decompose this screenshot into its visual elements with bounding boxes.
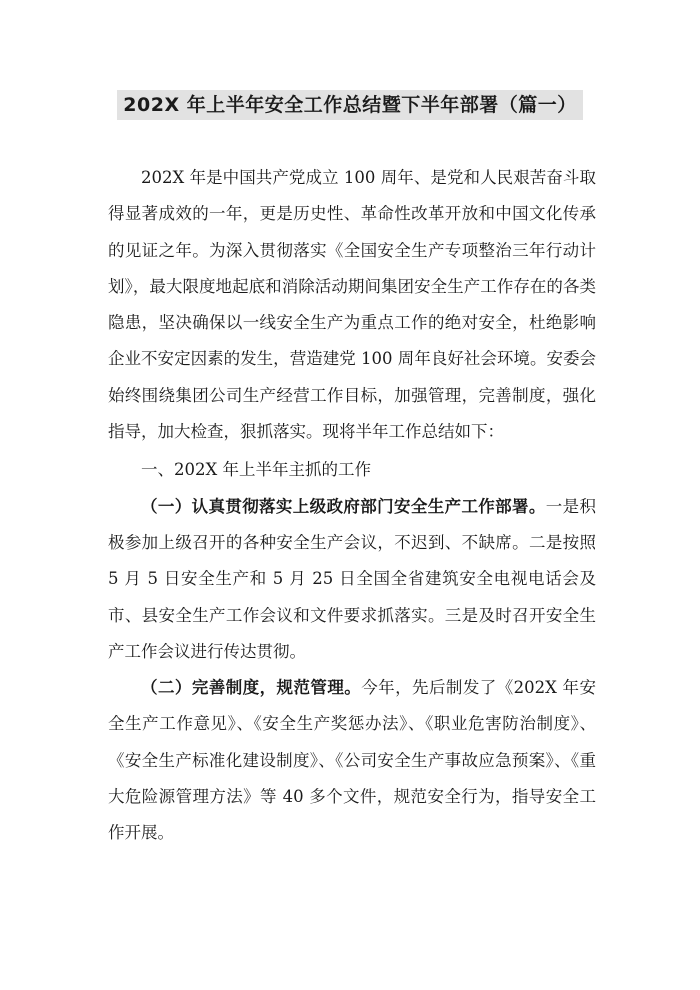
item-title-1: （一）认真贯彻落实上级政府部门安全生产工作部署。 — [141, 496, 546, 516]
title-area — [0, 90, 700, 120]
section-heading-1: 一、202X 年上半年主抓的工作 — [141, 460, 371, 480]
intro-paragraph: 202X 年是中国共产党成立 100 周年、是党和人民艰苦奋斗取得显著成效的一年，更是历史性、革命性改革开放和中国文化传承的见证之年。为深入贯彻落实《全国安全生产专项整治三年行动计划》，最大限度地起底和消除活动期间集团安全生产工作存在的各类隐患，坚决确保以一线安全生产为重点工作的绝对安全，杜绝影响企业不安定因素的发生，营造建党 100 周年良好社会环境。安委会始终围绕集团公司生产经营工作目标，加强管理，完善制度，强化指导，加大检查，狠抓落实。现将半年工作总结如下： — [108, 168, 596, 442]
item-text-2: 今年，先后制发了《202X 年安全生产工作意见》、《安全生产奖惩办法》、《职业危害防治制度》、《安全生产标准化建设制度》、《公司安全生产事故应急预案》、《重大危险源管理方法》等 40 多个文件，规范安全行为，指导安全工作开展。 — [108, 678, 596, 843]
item-paragraph-1 — [108, 489, 596, 670]
item-title-2: （二）完善制度，规范管理。 — [141, 678, 362, 698]
document-title: 202X 年上半年安全工作总结暨下半年部署（篇一） — [117, 90, 582, 120]
item-text-1: 一是积极参加上级召开的各种安全生产会议，不迟到、不缺席。二是按照 5 月 5 日安全生产和 5 月 25 日全国全省建筑安全电视电话会及市、县安全生产工作会议和文件要求抓落实。三是及时召开安全生产工作会议进行传达贯彻。 — [108, 496, 597, 661]
item-paragraph-2 — [108, 670, 596, 851]
document-body — [108, 160, 596, 852]
